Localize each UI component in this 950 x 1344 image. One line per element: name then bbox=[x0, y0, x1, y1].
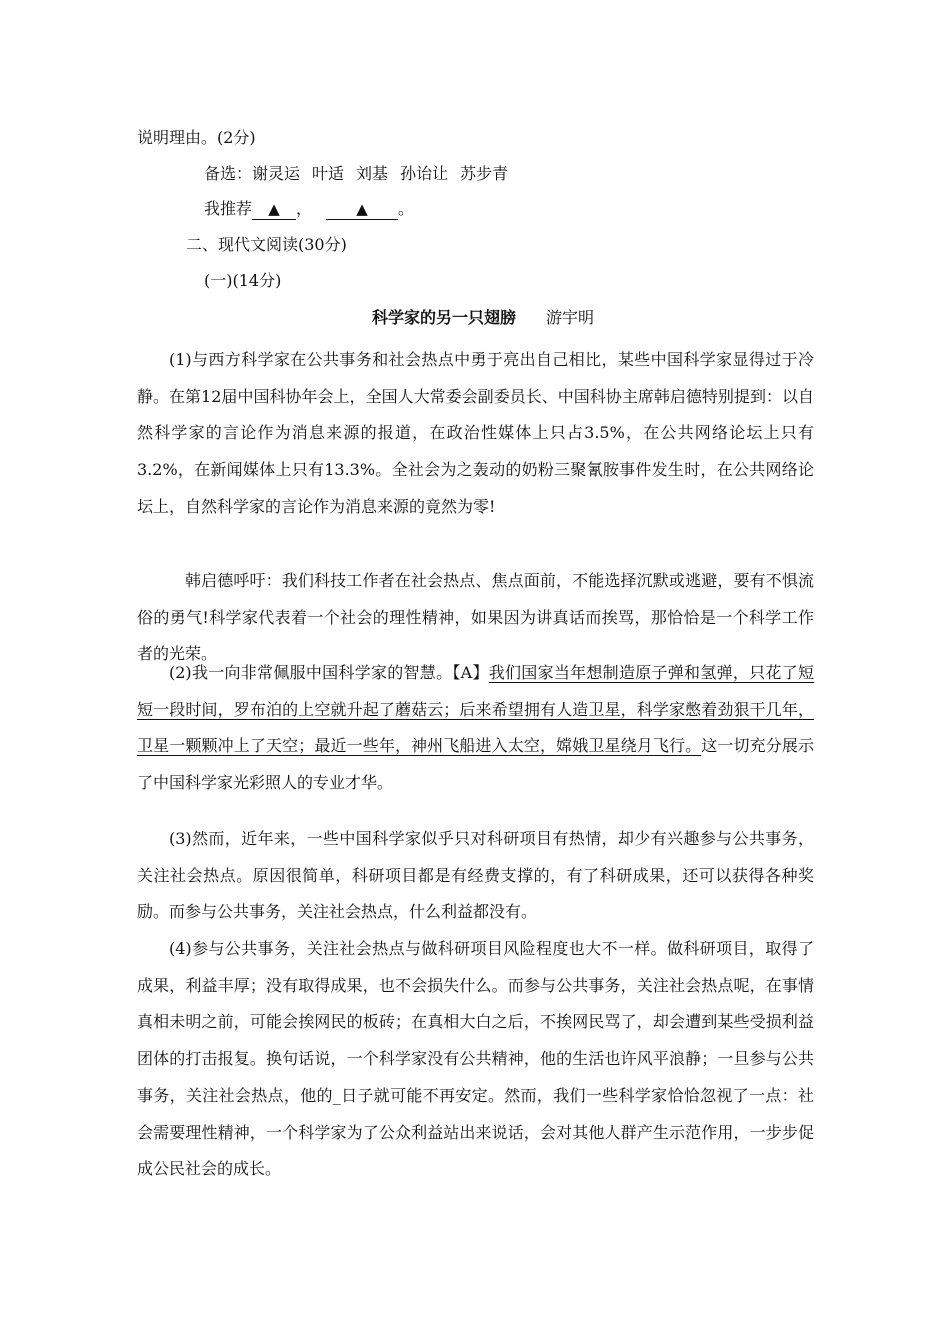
section-heading: 二、现代文阅读(30分) bbox=[186, 235, 347, 254]
underlined-passage: 我们国家当年想制造原子弹和氢弹，只花了短短一段时间，罗布泊的上空就升起了蘑菇云；后来希望拥有人造卫星，科学家憋着劲狠干几年，卫星一颗颗冲上了天空；最近一些年，神州飞船进入太空，嫦娥卫星绕月飞行。 bbox=[137, 663, 814, 756]
paragraph-2 bbox=[137, 655, 814, 802]
question-tail: 说明理由。(2分) bbox=[137, 128, 256, 147]
option-item: 刘基 bbox=[356, 164, 389, 183]
paragraph-2-start: (2)我一向非常佩服中国科学家的智慧。 bbox=[169, 663, 453, 682]
recommend-end: 。 bbox=[398, 199, 415, 218]
recommend-prefix: 我推荐 bbox=[204, 199, 253, 218]
options-line bbox=[204, 162, 508, 186]
paragraph-1: (1)与西方科学家在公共事务和社会热点中勇于亮出自己相比，某些中国科学家显得过于冷静。在第12届中国科协年会上，全国人大常委会副委员长、中国科协主席韩启德特别提到：以自然科学家的言论作为消息来源的报道，在政治性媒体上只占3.5%，在公共网络论坛上只有3.2%，在新闻媒体上只有13.3%。全社会为之轰动的奶粉三聚氰胺事件发生时，在公共网络论坛上，自然科学家的言论作为消息来源的竟然为零! bbox=[137, 350, 814, 516]
paragraph-1b: 韩启德呼吁：我们科技工作者在社会热点、焦点面前，不能选择沉默或逃避，要有不惧流俗的勇气!科学家代表着一个社会的理性精神，如果因为讲真话而挨骂，那恰恰是一个科学工作者的光荣。 bbox=[137, 571, 814, 664]
recommend-line bbox=[204, 197, 414, 221]
option-item: 苏步青 bbox=[460, 164, 509, 183]
sub-heading: (一)(14分) bbox=[204, 271, 282, 290]
article-title-line bbox=[372, 306, 594, 330]
option-item: 叶适 bbox=[312, 164, 345, 183]
option-item: 谢灵运 bbox=[252, 164, 301, 183]
article-title: 科学家的另一只翅膀 bbox=[372, 308, 517, 327]
paragraph-2-end: 这一切充分展示了中国科学家光彩照人的专业才华。 bbox=[137, 736, 814, 793]
marker-a: 【A】 bbox=[452, 663, 489, 682]
article-author: 游宇明 bbox=[546, 308, 595, 327]
recommend-comma: ， bbox=[296, 199, 313, 218]
options-label: 备选： bbox=[204, 164, 253, 183]
answer-blank-2[interactable]: ▲ bbox=[326, 199, 398, 220]
option-item: 孙诒让 bbox=[400, 164, 449, 183]
paragraph-4: (4)参与公共事务，关注社会热点与做科研项目风险程度也大不一样。做科研项目，取得了成果，利益丰厚；没有取得成果，也不会损失什么。而参与公共事务，关注社会热点呢，在事情真相未明之前，可能会挨网民的板砖；在真相大白之后，不挨网民骂了，却会遭到某些受损利益团体的打击报复。换句话说，一个科学家没有公共精神，他的生活也许风平浪静；一旦参与公共事务，关注社会热点，他的_日子就可能不再安定。然而，我们一些科学家恰恰忽视了一点：社会需要理性精神，一个科学家为了公众利益站出来说话，会对其他人群产生示范作用，一步步促成公民社会的成长。 bbox=[137, 939, 814, 1179]
paragraph-3: (3)然而，近年来，一些中国科学家似乎只对科研项目有热情，却少有兴趣参与公共事务，关注社会热点。原因很简单，科研项目都是有经费支撑的，有了科研成果，还可以获得各种奖励。而参与公共事务，关注社会热点，什么利益都没有。 bbox=[137, 829, 814, 922]
answer-blank-1[interactable]: ▲ bbox=[252, 199, 296, 220]
